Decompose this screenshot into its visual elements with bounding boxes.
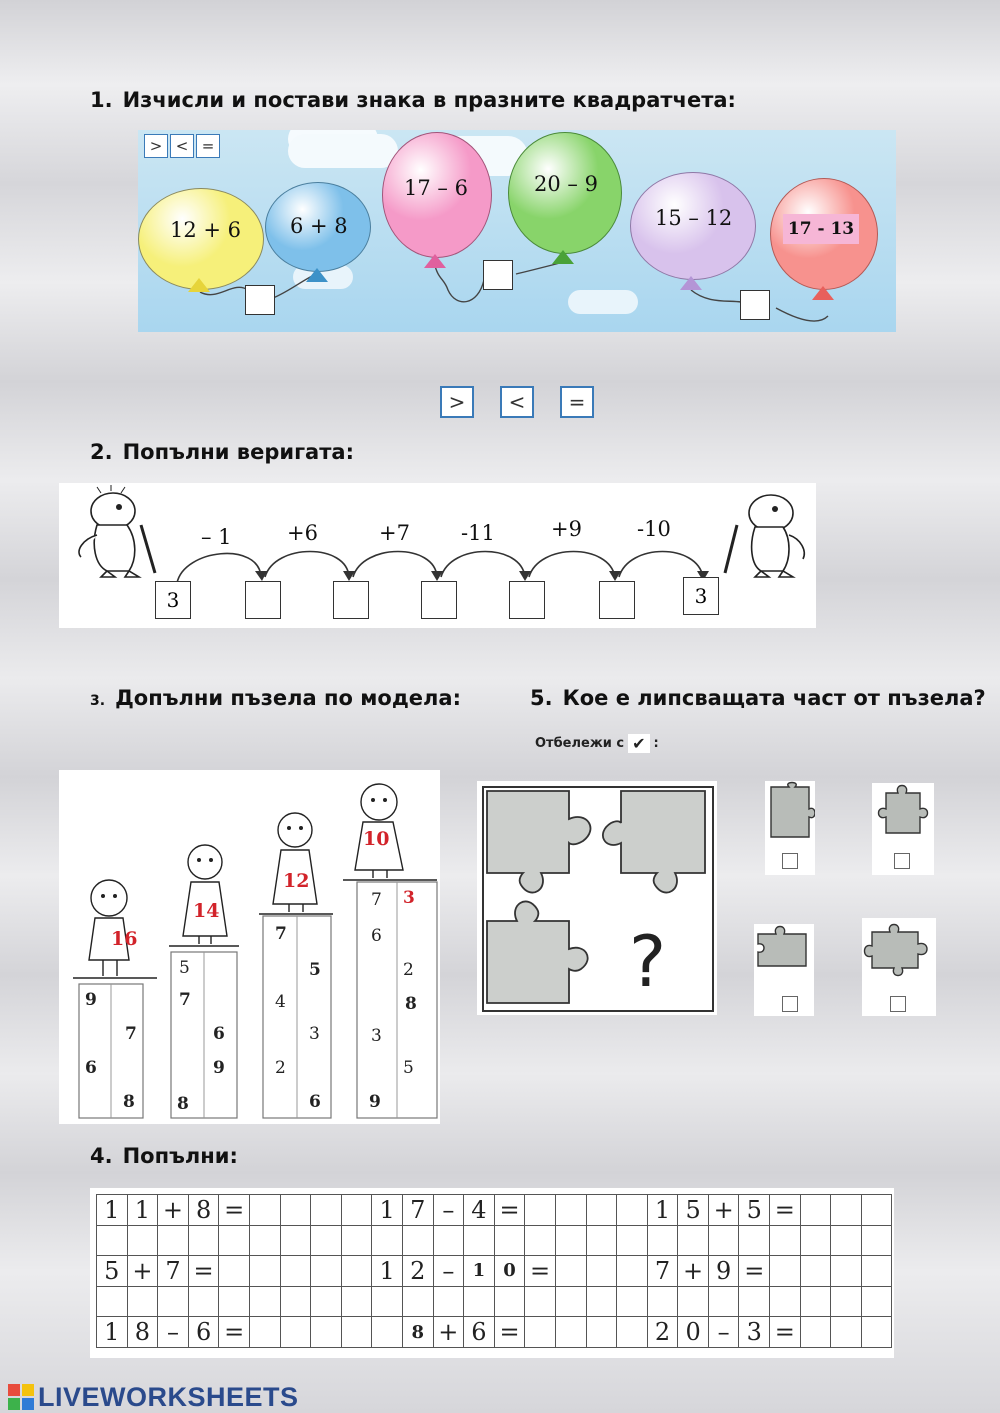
chain-op-2: +6 <box>287 521 318 545</box>
grid-cell-empty[interactable] <box>341 1286 372 1317</box>
grid-cell-empty[interactable] <box>341 1225 372 1256</box>
brand-logo <box>8 1382 299 1413</box>
option-piece-2 <box>872 783 934 875</box>
task3-title: Допълни пъзела по модела: <box>115 686 461 710</box>
option-2-checkbox[interactable] <box>894 853 910 869</box>
grid-cell-empty[interactable] <box>555 1195 586 1226</box>
task3-number: 3. <box>90 693 106 709</box>
answer-box-3[interactable] <box>740 290 770 320</box>
instruction-text: Отбележи с <box>535 736 625 751</box>
chain-box-3[interactable] <box>421 581 457 619</box>
grid-cell-empty[interactable] <box>433 1225 464 1256</box>
grid-cell-empty[interactable] <box>555 1256 586 1287</box>
grid-cell-empty[interactable] <box>280 1286 311 1317</box>
grid-cell-empty[interactable] <box>127 1225 158 1256</box>
grid-cell-empty[interactable] <box>770 1256 801 1287</box>
total-person-4: 10 <box>363 828 390 850</box>
grid-cell-empty[interactable] <box>341 1256 372 1287</box>
grid-cell-empty[interactable] <box>249 1317 280 1348</box>
col2-left-5: 8 <box>177 1094 189 1114</box>
grid-cell-empty[interactable] <box>831 1195 862 1226</box>
chain-box-5[interactable] <box>599 581 635 619</box>
option-1-checkbox[interactable] <box>782 853 798 869</box>
grid-cell: 7 <box>402 1195 433 1226</box>
grid-cell-empty[interactable] <box>97 1225 128 1256</box>
col2-left-1: 5 <box>179 958 190 978</box>
grid-cell-empty[interactable] <box>525 1225 556 1256</box>
grid-cell-empty[interactable] <box>800 1225 831 1256</box>
grid-cell-empty[interactable] <box>402 1225 433 1256</box>
task3-heading <box>90 686 461 710</box>
col3-left-5: 2 <box>275 1058 286 1078</box>
col4-right-6: 5 <box>403 1058 414 1078</box>
grid-cell: 1 <box>647 1195 678 1226</box>
grid-cell: 0 <box>678 1317 709 1348</box>
grid-cell: 2 <box>647 1317 678 1348</box>
balloon-5-label: 15 – 12 <box>655 206 733 230</box>
grid-cell-empty[interactable] <box>158 1286 189 1317</box>
grid-cell: = <box>219 1195 250 1226</box>
grid-cell-empty[interactable] <box>800 1317 831 1348</box>
grid-row <box>97 1225 892 1256</box>
col4-left-5: 3 <box>371 1026 382 1046</box>
grid-cell-empty[interactable] <box>555 1225 586 1256</box>
grid-cell-empty[interactable] <box>617 1256 648 1287</box>
grid-cell: 4 <box>464 1195 495 1226</box>
puzzle-question-panel <box>477 781 717 1015</box>
grid-cell-empty[interactable] <box>861 1317 892 1348</box>
col3-left-3: 4 <box>275 992 286 1012</box>
task4-title: Попълни: <box>122 1144 238 1168</box>
grid-cell-empty[interactable] <box>800 1256 831 1287</box>
grid-cell-empty[interactable] <box>739 1286 770 1317</box>
grid-cell: – <box>708 1317 739 1348</box>
grid-cell: 1 <box>97 1317 128 1348</box>
grid-cell-empty[interactable] <box>617 1317 648 1348</box>
grid-cell-empty[interactable] <box>341 1317 372 1348</box>
chain-box-1[interactable] <box>245 581 281 619</box>
puzzle-people-panel <box>59 770 440 1124</box>
grid-cell-empty[interactable] <box>586 1225 617 1256</box>
grid-cell-empty[interactable] <box>617 1225 648 1256</box>
balloon-2-label: 6 + 8 <box>290 214 348 238</box>
grid-cell: – <box>158 1317 189 1348</box>
balloon-knot <box>306 268 328 282</box>
col1-left-3: 6 <box>85 1058 97 1078</box>
mini-op-greater: > <box>144 134 168 158</box>
task2-title: Попълни веригата: <box>122 440 354 464</box>
grid-cell-empty[interactable] <box>280 1317 311 1348</box>
task4-heading <box>90 1144 238 1168</box>
puzzle-piece-icon <box>754 924 814 984</box>
grid-cell: 1 <box>372 1256 403 1287</box>
grid-cell-empty[interactable] <box>617 1286 648 1317</box>
grid-cell-empty[interactable] <box>311 1225 342 1256</box>
answer-box-2[interactable] <box>483 260 513 290</box>
grid-cell: 1 <box>97 1195 128 1226</box>
balloon-knot <box>424 254 446 268</box>
grid-cell-empty[interactable] <box>800 1286 831 1317</box>
col1-left-1: 9 <box>85 990 97 1010</box>
grid-cell-empty[interactable] <box>372 1317 403 1348</box>
grid-cell-empty[interactable] <box>280 1195 311 1226</box>
grid-row <box>97 1286 892 1317</box>
question-mark: ? <box>629 921 667 1003</box>
grid-cell-empty[interactable] <box>770 1286 801 1317</box>
chain-op-6: -10 <box>637 517 671 541</box>
grid-cell-empty[interactable] <box>372 1225 403 1256</box>
grid-cell-empty[interactable] <box>464 1286 495 1317</box>
chain-op-3: +7 <box>379 521 410 545</box>
task5-title: Кое е липсващата част от пъзела? <box>562 686 986 710</box>
col4-right-1: 3 <box>403 888 415 908</box>
col3-left-1: 7 <box>275 924 287 944</box>
grid-cell-empty[interactable] <box>555 1317 586 1348</box>
grid-cell: 9 <box>708 1256 739 1287</box>
grid-cell: = <box>770 1317 801 1348</box>
grid-cell-empty[interactable] <box>861 1286 892 1317</box>
grid-cell-empty[interactable] <box>861 1225 892 1256</box>
grid-cell: 8 <box>127 1317 158 1348</box>
grid-cell: 1 <box>372 1195 403 1226</box>
grid-cell: = <box>494 1317 525 1348</box>
chain-op-5: +9 <box>551 517 582 541</box>
task2-heading <box>90 440 354 464</box>
col2-right-3: 6 <box>213 1024 225 1044</box>
grid-cell-empty[interactable] <box>311 1286 342 1317</box>
grid-cell-empty[interactable] <box>831 1286 862 1317</box>
grid-cell-empty[interactable] <box>372 1286 403 1317</box>
puzzle-piece-icon <box>862 918 936 982</box>
grid-cell: 2 <box>402 1256 433 1287</box>
grid-cell-empty[interactable] <box>280 1256 311 1287</box>
grid-cell-empty[interactable] <box>525 1286 556 1317</box>
grid-cell-empty[interactable] <box>341 1195 372 1226</box>
chain-op-1: – 1 <box>201 525 232 549</box>
grid-cell: 7 <box>647 1256 678 1287</box>
answer-box-1[interactable] <box>245 285 275 315</box>
balloon-knot <box>188 278 210 292</box>
col4-right-4: 8 <box>405 994 417 1014</box>
grid-cell-empty[interactable] <box>861 1256 892 1287</box>
col4-left-1: 7 <box>371 890 382 910</box>
grid-cell-empty[interactable] <box>586 1317 617 1348</box>
grid-row <box>97 1317 892 1348</box>
grid-cell-empty[interactable] <box>494 1286 525 1317</box>
grid-cell: = <box>219 1317 250 1348</box>
balloon-1-label: 12 + 6 <box>170 218 242 242</box>
grid-cell: + <box>678 1256 709 1287</box>
grid-cell-empty[interactable] <box>188 1225 219 1256</box>
mini-op-less: < <box>170 134 194 158</box>
total-person-2: 14 <box>193 900 220 922</box>
grid-cell: 5 <box>97 1256 128 1287</box>
grid-cell: + <box>708 1195 739 1226</box>
grid-cell: 5 <box>678 1195 709 1226</box>
option-4-checkbox[interactable] <box>890 996 906 1012</box>
grid-cell-empty[interactable] <box>525 1317 556 1348</box>
grid-cell-empty[interactable] <box>188 1286 219 1317</box>
grid-cell-empty[interactable] <box>678 1225 709 1256</box>
grid-cell-empty[interactable] <box>586 1286 617 1317</box>
grid-cell-empty[interactable] <box>555 1286 586 1317</box>
chain-start-box: 3 <box>155 581 191 619</box>
grid-cell-empty[interactable] <box>249 1195 280 1226</box>
balloon-6-label: 17 - 13 <box>783 214 859 244</box>
grid-cell-empty[interactable] <box>647 1225 678 1256</box>
chain-end-box: 3 <box>683 577 719 615</box>
col3-right-4: 3 <box>309 1024 320 1044</box>
balloon-knot <box>812 286 834 300</box>
grid-cell-empty[interactable] <box>97 1286 128 1317</box>
grid-cell: 5 <box>739 1195 770 1226</box>
grid-cell: + <box>433 1317 464 1348</box>
chain-box-4[interactable] <box>509 581 545 619</box>
chain-box-2[interactable] <box>333 581 369 619</box>
greater-than-button[interactable]: > <box>440 386 474 418</box>
col3-right-6: 6 <box>309 1092 321 1112</box>
grid-cell: 3 <box>739 1317 770 1348</box>
grid-cell: = <box>525 1256 556 1287</box>
total-person-3: 12 <box>283 870 310 892</box>
task5-heading <box>530 686 986 710</box>
grid-cell: = <box>739 1256 770 1287</box>
grid-cell-empty[interactable] <box>831 1225 862 1256</box>
grid-row <box>97 1195 892 1226</box>
grid-cell-empty[interactable] <box>739 1225 770 1256</box>
task1-number: 1. <box>90 88 113 112</box>
checkmark-icon: ✔ <box>628 734 649 753</box>
grid-cell-empty[interactable] <box>708 1286 739 1317</box>
grid-cell-empty[interactable] <box>433 1286 464 1317</box>
grid-cell-empty[interactable] <box>525 1195 556 1226</box>
col3-right-2: 5 <box>309 960 321 980</box>
task1-title: Изчисли и постави знака в празните квадратчета: <box>122 88 736 112</box>
grid-cell: = <box>188 1256 219 1287</box>
grid-cell-empty[interactable] <box>219 1256 250 1287</box>
liveworksheets-logo-icon <box>8 1384 36 1412</box>
instruction-colon: : <box>653 736 659 751</box>
option-piece-4 <box>862 918 936 1016</box>
col4-left-7: 9 <box>369 1092 381 1112</box>
grid-cell-empty[interactable] <box>831 1317 862 1348</box>
grid-cell-empty[interactable] <box>249 1225 280 1256</box>
total-person-1: 16 <box>111 928 138 950</box>
col1-right-4: 8 <box>123 1092 135 1112</box>
grid-cell-empty[interactable] <box>311 1317 342 1348</box>
grid-cell: 6 <box>464 1317 495 1348</box>
balloon-knot <box>552 250 574 264</box>
grid-cell: 8 <box>188 1195 219 1226</box>
grid-cell-empty[interactable] <box>311 1195 342 1226</box>
option-piece-1 <box>765 781 815 875</box>
col2-left-2: 7 <box>179 990 191 1010</box>
grid-cell-empty[interactable] <box>494 1225 525 1256</box>
grid-cell-empty[interactable] <box>647 1286 678 1317</box>
col2-right-4: 9 <box>213 1058 225 1078</box>
grid-cell-empty[interactable] <box>800 1195 831 1226</box>
grid-cell-empty[interactable] <box>249 1256 280 1287</box>
option-3-checkbox[interactable] <box>782 996 798 1012</box>
puzzle-piece-icon <box>765 781 815 845</box>
grid-cell-empty[interactable] <box>464 1225 495 1256</box>
chain-op-4: -11 <box>461 521 495 545</box>
grid-cell-empty[interactable] <box>127 1286 158 1317</box>
task5-number: 5. <box>530 686 553 710</box>
grid-cell: + <box>127 1256 158 1287</box>
equals-button[interactable]: = <box>560 386 594 418</box>
grid-cell: – <box>433 1195 464 1226</box>
grid-cell: 0 <box>494 1256 525 1287</box>
grid-cell-empty[interactable] <box>861 1195 892 1226</box>
balloon-3-label: 17 – 6 <box>404 176 468 200</box>
chain-panel <box>59 483 816 628</box>
grid-cell-empty[interactable] <box>770 1225 801 1256</box>
grid-cell: 6 <box>188 1317 219 1348</box>
grid-cell-empty[interactable] <box>280 1225 311 1256</box>
grid-cell: 1 <box>127 1195 158 1226</box>
grid-cell-empty[interactable] <box>311 1256 342 1287</box>
grid-cell-empty[interactable] <box>158 1225 189 1256</box>
brand-name: LIVEWORKSHEETS <box>38 1382 299 1412</box>
grid-cell: 1 <box>464 1256 495 1287</box>
col4-left-2: 6 <box>371 926 382 946</box>
col4-right-3: 2 <box>403 960 414 980</box>
task4-number: 4. <box>90 1144 113 1168</box>
grid-cell: + <box>158 1195 189 1226</box>
grid-cell-empty[interactable] <box>402 1286 433 1317</box>
task2-number: 2. <box>90 440 113 464</box>
balloon-knot <box>680 276 702 290</box>
grid-cell: – <box>433 1256 464 1287</box>
task1-heading <box>90 88 736 112</box>
grid-cell: = <box>494 1195 525 1226</box>
puzzle-piece-icon <box>872 783 934 847</box>
grid-cell-empty[interactable] <box>586 1256 617 1287</box>
grid-cell: = <box>770 1195 801 1226</box>
mini-op-equal: = <box>196 134 220 158</box>
grid-cell-empty[interactable] <box>708 1225 739 1256</box>
task5-instruction <box>535 734 659 753</box>
grid-cell-empty[interactable] <box>219 1286 250 1317</box>
grid-cell-empty[interactable] <box>617 1195 648 1226</box>
grid-cell-empty[interactable] <box>219 1225 250 1256</box>
grid-cell-empty[interactable] <box>678 1286 709 1317</box>
less-than-button[interactable]: < <box>500 386 534 418</box>
puzzle-pieces <box>477 781 717 1015</box>
grid-cell-empty[interactable] <box>831 1256 862 1287</box>
task4-grid <box>96 1194 892 1348</box>
grid-row <box>97 1256 892 1287</box>
balloon-panel <box>138 130 896 332</box>
col1-right-2: 7 <box>125 1024 137 1044</box>
balloon-4-label: 20 – 9 <box>534 172 598 196</box>
grid-cell-empty[interactable] <box>249 1286 280 1317</box>
option-piece-3 <box>754 924 814 1016</box>
grid-cell-empty[interactable] <box>586 1195 617 1226</box>
grid-cell: 7 <box>158 1256 189 1287</box>
grid-cell: 8 <box>402 1317 433 1348</box>
